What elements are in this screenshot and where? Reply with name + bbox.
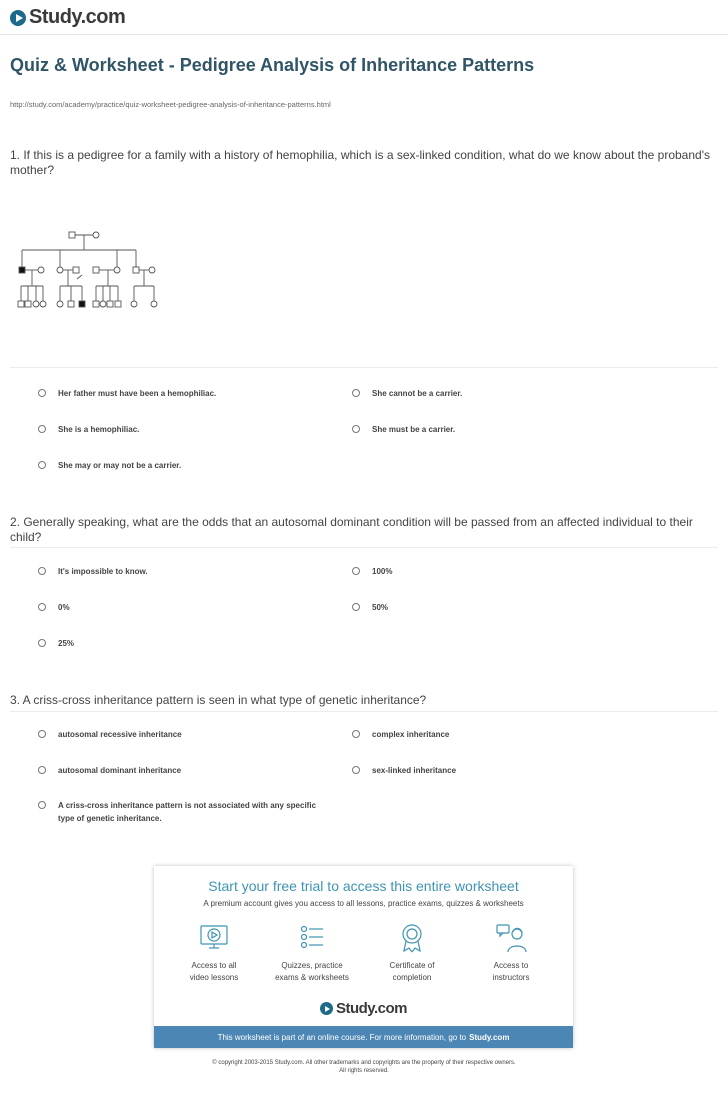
promo-title[interactable]: Start your free trial to access this entire worksheet — [208, 878, 519, 894]
radio-button-icon[interactable] — [352, 567, 360, 575]
radio-button-icon[interactable] — [38, 389, 46, 397]
radio-button-icon[interactable] — [352, 425, 360, 433]
promo-bar-link[interactable]: Study.com — [469, 1032, 510, 1042]
radio-button-icon[interactable] — [38, 461, 46, 469]
q2-option-4[interactable] — [352, 601, 652, 614]
free-trial-promo — [154, 866, 573, 1048]
q1-option-2[interactable] — [352, 387, 652, 400]
feature-label-line2: completion — [392, 973, 432, 982]
option-label: It's impossible to know. — [58, 567, 148, 576]
q1-option-1[interactable] — [38, 387, 318, 400]
q3-option-2[interactable] — [352, 728, 652, 741]
page-url[interactable]: http://study.com/academy/practice/quiz-worksheet-pedigree-analysis-of-inheritance-patterns.html — [10, 100, 331, 109]
radio-button-icon[interactable] — [38, 425, 46, 433]
list-icon — [295, 922, 329, 954]
radio-button-icon[interactable] — [352, 603, 360, 611]
option-label: autosomal dominant inheritance — [58, 766, 182, 775]
option-label: complex inheritance — [372, 730, 450, 739]
radio-button-icon[interactable] — [352, 730, 360, 738]
option-label: 25% — [58, 639, 75, 648]
question-1-divider — [10, 367, 718, 368]
option-label: 0% — [58, 603, 70, 612]
header-divider — [0, 34, 728, 35]
option-label: autosomal recessive inheritance — [58, 730, 182, 739]
feature-label-line1: Access to — [493, 961, 529, 970]
feature-label-line2: instructors — [492, 973, 530, 982]
promo-logo-text: Study.com — [335, 1000, 408, 1017]
question-3-text: 3. A criss-cross inheritance pattern is seen in what type of genetic inheritance? — [10, 693, 427, 707]
q2-option-3[interactable] — [38, 601, 318, 614]
q3-option-5[interactable] — [38, 799, 328, 825]
feature-quizzes — [262, 922, 362, 984]
q1-option-3[interactable] — [38, 423, 318, 436]
option-label: She may or may not be a carrier. — [58, 461, 182, 470]
question-2-text: 2. Generally speaking, what are the odds that an autosomal dominant condition will be passed from an affected individual to their child? — [10, 515, 693, 544]
radio-button-icon[interactable] — [38, 801, 46, 809]
radio-button-icon[interactable] — [38, 639, 46, 647]
promo-bar-text: This worksheet is part of an online course. For more information, go to — [217, 1032, 467, 1042]
feature-label-line1: Certificate of — [389, 961, 435, 970]
question-3-divider — [10, 711, 718, 712]
q2-option-1[interactable] — [38, 565, 318, 578]
feature-label-line2: exams & worksheets — [275, 973, 349, 982]
feature-video-lessons — [164, 922, 264, 984]
q2-option-5[interactable] — [38, 637, 318, 650]
promo-info-bar — [154, 1026, 573, 1048]
pedigree-diagram — [16, 228, 166, 313]
feature-label-line2: video lessons — [189, 973, 239, 982]
q3-option-1[interactable] — [38, 728, 318, 741]
feature-certificate — [362, 922, 462, 984]
play-logo-icon — [10, 10, 26, 26]
q3-option-3[interactable] — [38, 764, 318, 777]
logo-text: Study.com — [29, 6, 126, 28]
question-2-divider — [10, 547, 718, 548]
q1-option-4[interactable] — [352, 423, 652, 436]
q1-option-5[interactable] — [38, 459, 318, 472]
page-title: Quiz & Worksheet - Pedigree Analysis of Inheritance Patterns — [10, 55, 535, 75]
option-label: She cannot be a carrier. — [372, 389, 463, 398]
feature-instructors — [461, 922, 561, 984]
instructor-icon — [494, 922, 528, 954]
radio-button-icon[interactable] — [38, 603, 46, 611]
q3-option-4[interactable] — [352, 764, 652, 777]
feature-label-line1: Quizzes, practice — [281, 961, 343, 970]
option-label: sex-linked inheritance — [372, 766, 457, 775]
option-label: A criss-cross inheritance pattern is not associated with any specific type of genetic inheritance. — [58, 801, 317, 823]
option-label: She is a hemophiliac. — [58, 425, 140, 434]
copyright-line-1: © copyright 2003-2015 Study.com. All other trademarks and copyrights are the property of their respective owners. — [212, 1060, 516, 1066]
copyright-footer — [150, 1059, 578, 1075]
study-logo[interactable] — [10, 6, 125, 29]
radio-button-icon[interactable] — [38, 766, 46, 774]
copyright-line-2: All rights reserved. — [339, 1068, 389, 1074]
radio-button-icon[interactable] — [38, 567, 46, 575]
radio-button-icon[interactable] — [352, 766, 360, 774]
play-logo-icon — [320, 1002, 333, 1015]
question-1-text: 1. If this is a pedigree for a family with a history of hemophilia, which is a sex-linked condition, what do we know about the proband's mother? — [10, 148, 710, 177]
option-label: 100% — [372, 567, 393, 576]
promo-logo[interactable] — [154, 1000, 573, 1017]
feature-label-line1: Access to all — [191, 961, 237, 970]
promo-subtitle: A premium account gives you access to all lessons, practice exams, quizzes & worksheets — [203, 899, 524, 908]
q2-option-2[interactable] — [352, 565, 652, 578]
certificate-icon — [395, 922, 429, 954]
radio-button-icon[interactable] — [352, 389, 360, 397]
radio-button-icon[interactable] — [38, 730, 46, 738]
option-label: 50% — [372, 603, 389, 612]
option-label: Her father must have been a hemophiliac. — [58, 389, 217, 398]
video-icon — [197, 922, 231, 954]
option-label: She must be a carrier. — [372, 425, 456, 434]
